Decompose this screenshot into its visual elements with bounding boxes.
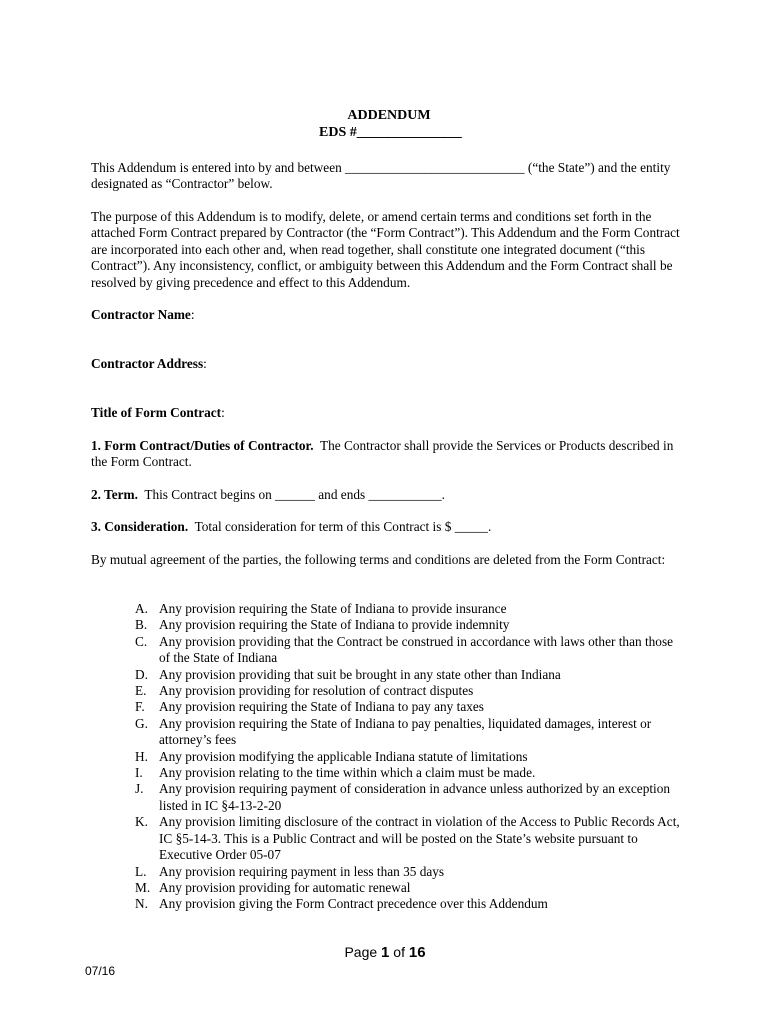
list-item: L. Any provision requiring payment in less than 35 days (135, 863, 445, 879)
intro-paragraph: This Addendum is entered into by and between ___________________________ (“the State”) and the entity designated as “Contractor” below. (91, 160, 671, 192)
list-item: J. Any provision requiring payment of consideration in advance unless authorized by an exception listed in IC §4-13-2-20 (135, 781, 671, 813)
contractor-address-field: Contractor Address: (91, 356, 207, 371)
section-3-text: Total consideration for term of this Contract is $ _____. (188, 519, 492, 534)
revision-date: 07/16 (85, 964, 116, 978)
list-item: N. Any provision giving the Form Contract precedence over this Addendum (135, 896, 548, 912)
section-1-label: 1. Form Contract/Duties of Contractor. (91, 438, 314, 453)
section-1-text: The Contractor shall provide the Services or Products described in the Form Contract. (91, 438, 677, 470)
purpose-paragraph: The purpose of this Addendum is to modify, delete, or amend certain terms and conditions set forth in the attached Form Contract prepared by Contractor (the “Form Contract”). This Addendum and the Form Contract are incorporated into each other and, when read together, shall constitute one integrated document (“this Contract”). Any inconsistency, conflict, or ambiguity between this Addendum and the Form Contract shall be resolved by giving precedence and effect to this Addendum. (91, 209, 680, 290)
total-page-count: 16 (408, 944, 426, 961)
list-item: E. Any provision providing for resolution of contract disputes (135, 683, 474, 699)
list-item: I. Any provision relating to the time within which a claim must be made. (135, 765, 536, 781)
section-2 (91, 487, 687, 503)
contractor-address-label: Contractor Address (91, 356, 204, 371)
list-item: G. Any provision requiring the State of Indiana to pay penalties, liquidated damages, interest or attorney’s fees (135, 715, 652, 748)
current-page-number: 1 (381, 944, 390, 961)
deleted-provisions-list (135, 601, 687, 913)
page-title: ADDENDUM (347, 108, 431, 123)
section-1 (91, 438, 687, 471)
page-number: Page 1 of 16 (344, 944, 426, 961)
contractor-name-field: Contractor Name: (91, 307, 195, 322)
list-item: A. Any provision requiring the State of Indiana to provide insurance (135, 601, 507, 616)
contractor-name-label: Contractor Name (91, 307, 191, 322)
section-2-label: 2. Term. (91, 487, 138, 502)
section-3-label: 3. Consideration. (91, 519, 189, 534)
list-item: K. Any provision limiting disclosure of the contract in violation of the Access to Public Records Act, IC §5-14-3. This is a Public Contract and will be posted on the State’s website pursuant to Executive Order 05-07 (135, 814, 680, 863)
mutual-agreement-paragraph: By mutual agreement of the parties, the following terms and conditions are deleted from the Form Contract: (91, 552, 666, 567)
list-item: C. Any provision providing that the Contract be construed in accordance with laws other than those of the State of Indiana (135, 633, 674, 666)
section-2-text: This Contract begins on ______ and ends ___________. (137, 487, 445, 502)
list-item: F. Any provision requiring the State of Indiana to pay any taxes (135, 699, 484, 715)
form-contract-title-label: Title of Form Contract (91, 405, 222, 420)
list-item: M. Any provision providing for automatic renewal (135, 879, 411, 895)
list-item: D. Any provision providing that suit be brought in any state other than Indiana (135, 666, 561, 682)
list-item: H. Any provision modifying the applicable Indiana statute of limitations (135, 748, 528, 764)
eds-number: EDS #_______________ (319, 125, 462, 140)
form-contract-title-field: Title of Form Contract: (91, 405, 225, 420)
list-item: B. Any provision requiring the State of Indiana to provide indemnity (135, 617, 510, 633)
section-3 (91, 519, 687, 535)
